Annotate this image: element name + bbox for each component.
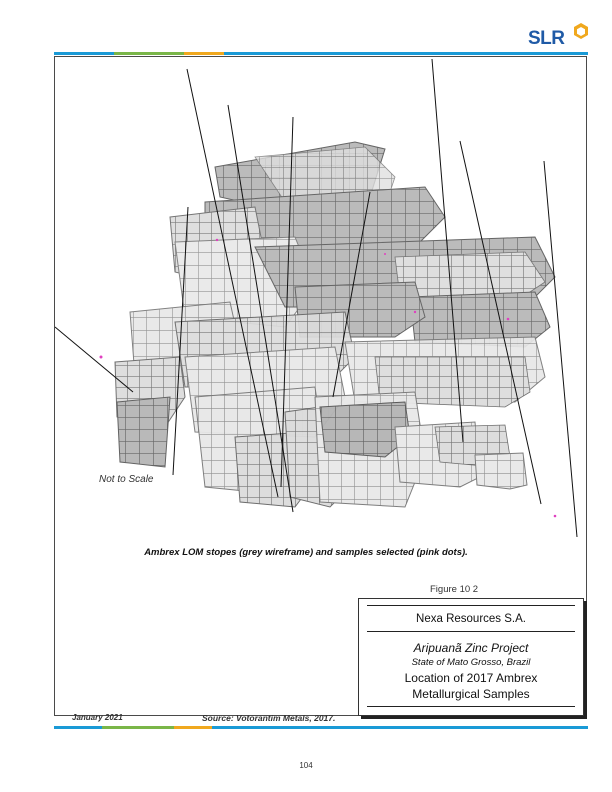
- report-date: January 2021: [72, 713, 123, 722]
- figure-title-line-1: Location of 2017 Ambrex: [404, 671, 538, 685]
- project-location: State of Mato Grosso, Brazil: [411, 657, 531, 668]
- logo-text: SLR: [528, 28, 565, 49]
- not-to-scale-note: Not to Scale: [99, 474, 154, 485]
- slr-logo: [528, 20, 594, 52]
- figure-number: Figure 10 2: [430, 584, 479, 595]
- header-accent-bar: [54, 52, 588, 55]
- title-block: [358, 598, 584, 716]
- company-name: Nexa Resources S.A.: [416, 613, 526, 625]
- page-number: 104: [299, 761, 313, 770]
- figure-title-line-2: Metallurgical Samples: [412, 687, 530, 701]
- figure-source: Source: Votorantim Metals, 2017.: [202, 713, 336, 723]
- figure-caption: Ambrex LOM stopes (grey wireframe) and samples selected (pink dots).: [144, 547, 468, 558]
- logo-mark-icon: [572, 22, 590, 40]
- project-name: Aripuanã Zinc Project: [413, 641, 529, 655]
- footer-accent-bar: [54, 726, 588, 729]
